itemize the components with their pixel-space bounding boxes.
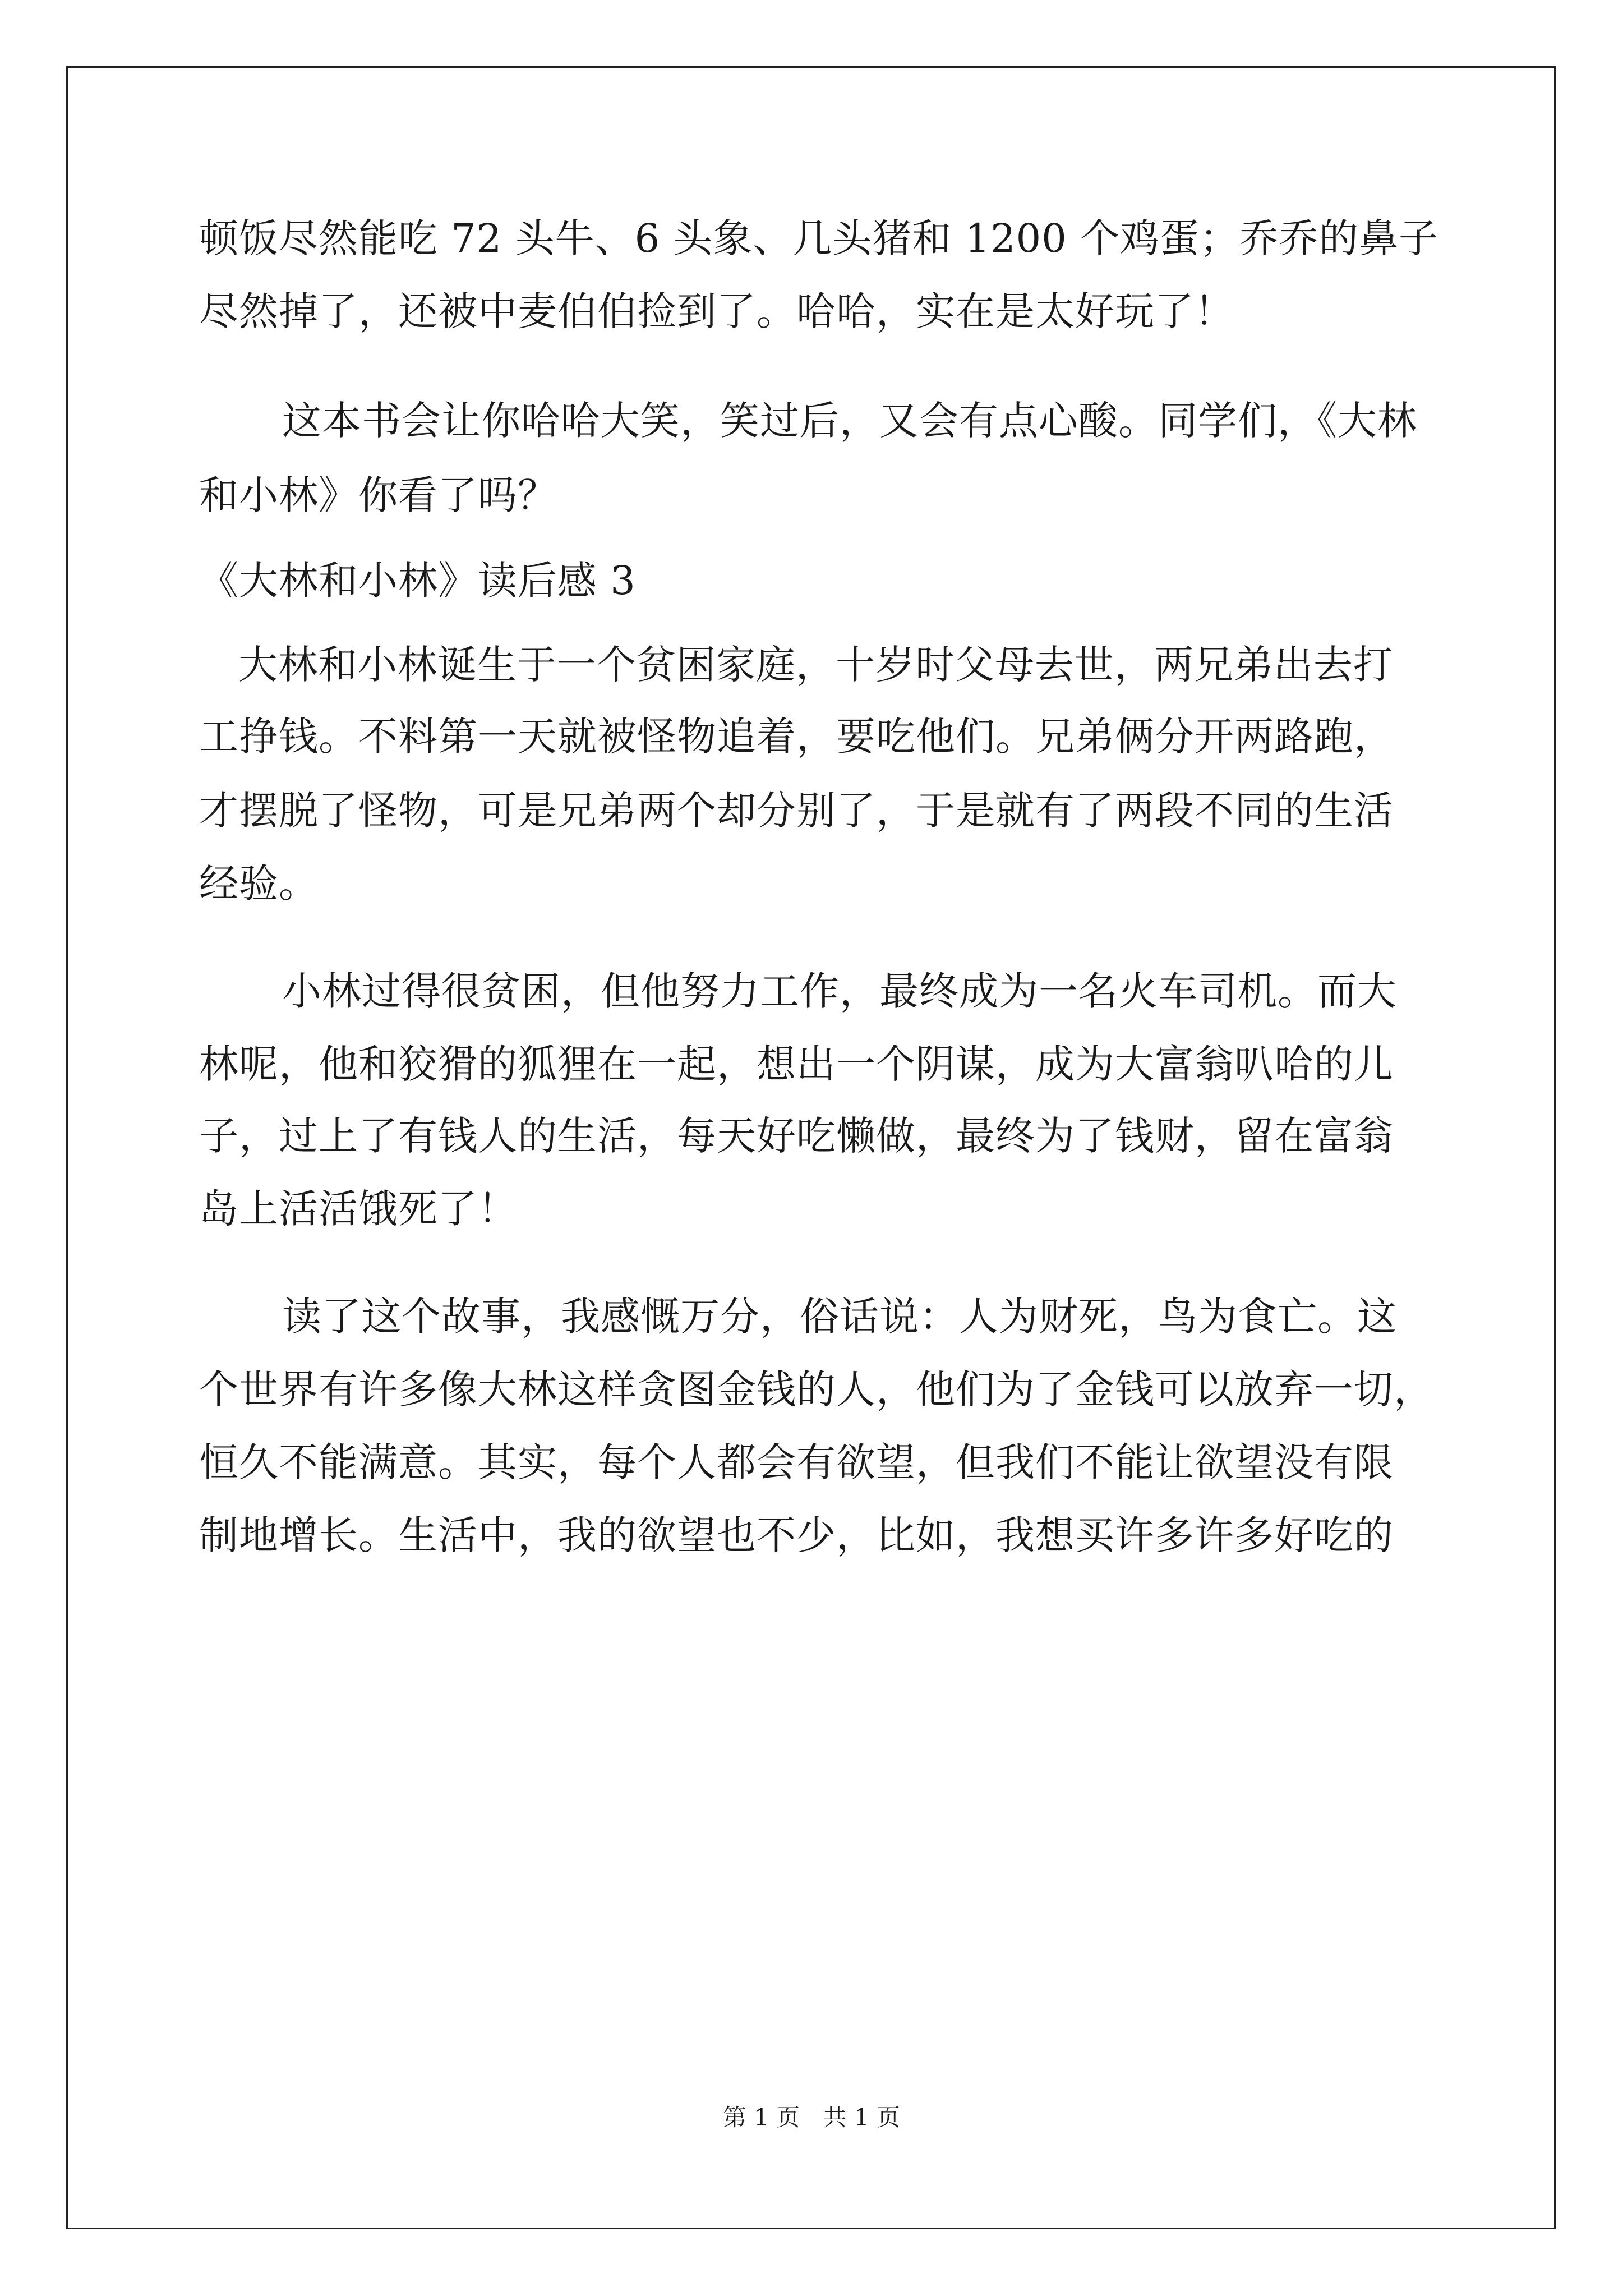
body-line: 岛上活活饿死了！ bbox=[199, 1186, 518, 1232]
body-line: 才摆脱了怪物，可是兄弟两个却分别了，于是就有了两段不同的生活 bbox=[199, 788, 1394, 834]
body-line: 个世界有许多像大林这样贪图金钱的人，他们为了金钱可以放弃一切， bbox=[199, 1366, 1433, 1412]
paragraph-first-line: 大林和小林诞生于一个贫困家庭，十岁时父母去世，两兄弟出去打 bbox=[238, 642, 1393, 688]
body-line: 尽然掉了，还被中麦伯伯捡到了。哈哈，实在是太好玩了！ bbox=[199, 288, 1234, 334]
paragraph-first-line: 这本书会让你哈哈大笑，笑过后，又会有点心酸。同学们，《大林 bbox=[282, 398, 1417, 444]
body-line: 制地增长。生活中，我的欲望也不少，比如，我想买许多许多好吃的 bbox=[199, 1512, 1394, 1558]
section-heading: 《大林和小林》读后感 3 bbox=[199, 558, 636, 604]
body-line: 顿饭尽然能吃 72 头牛、6 头象、几头猪和 1200 个鸡蛋；乔乔的鼻子 bbox=[199, 215, 1439, 261]
body-line: 子，过上了有钱人的生活，每天好吃懒做，最终为了钱财，留在富翁 bbox=[199, 1113, 1394, 1159]
page-total: 共 1 页 bbox=[823, 2104, 901, 2131]
body-line: 工挣钱。不料第一天就被怪物追着，要吃他们。兄弟俩分开两路跑， bbox=[199, 714, 1394, 760]
page-number: 第 1 页 bbox=[722, 2104, 800, 2131]
page-footer bbox=[0, 2102, 1623, 2133]
body-line: 林呢，他和狡猾的狐狸在一起，想出一个阴谋，成为大富翁叭哈的儿 bbox=[199, 1041, 1394, 1087]
body-line: 和小林》你看了吗？ bbox=[199, 472, 557, 518]
paragraph-first-line: 小林过得很贫困，但他努力工作，最终成为一名火车司机。而大 bbox=[282, 968, 1397, 1014]
body-line: 恒久不能满意。其实，每个人都会有欲望，但我们不能让欲望没有限 bbox=[199, 1439, 1394, 1485]
body-line: 经验。 bbox=[199, 861, 319, 907]
paragraph-first-line: 读了这个故事，我感慨万分，俗话说：人为财死，鸟为食亡。这 bbox=[282, 1294, 1397, 1340]
